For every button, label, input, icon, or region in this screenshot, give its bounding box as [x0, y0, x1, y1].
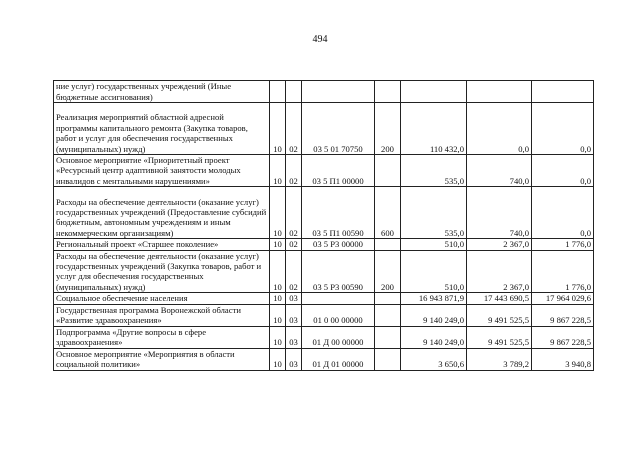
row-amount-year-1: 9 140 249,0 [401, 304, 467, 326]
row-section: 10 [270, 103, 286, 155]
row-amount-year-1: 535,0 [401, 187, 467, 239]
row-name: Социальное обеспечение населения [54, 293, 270, 304]
row-expense-type: 200 [375, 250, 401, 293]
row-amount-year-3: 0,0 [532, 103, 594, 155]
table-row [54, 155, 594, 187]
table-row [54, 187, 594, 239]
row-amount-year-3: 0,0 [532, 187, 594, 239]
row-name: Основное мероприятие «Мероприятия в области социальной политики» [54, 348, 270, 370]
row-subsection: 02 [286, 250, 302, 293]
row-target-article: 03 5 Р3 00590 [302, 250, 375, 293]
row-target-article: 01 Д 01 00000 [302, 348, 375, 370]
row-amount-year-3: 9 867 228,5 [532, 304, 594, 326]
page-number: 494 [312, 34, 328, 45]
row-expense-type [375, 155, 401, 187]
row-amount-year-2: 2 367,0 [467, 239, 532, 250]
row-expense-type: 200 [375, 103, 401, 155]
row-section: 10 [270, 293, 286, 304]
row-subsection: 02 [286, 187, 302, 239]
row-target-article [302, 293, 375, 304]
row-amount-year-3: 3 940,8 [532, 348, 594, 370]
row-amount-year-1: 510,0 [401, 250, 467, 293]
table-body [54, 81, 594, 371]
row-expense-type [375, 81, 401, 103]
row-target-article: 03 5 П1 00000 [302, 155, 375, 187]
row-subsection: 02 [286, 155, 302, 187]
row-amount-year-1: 9 140 249,0 [401, 326, 467, 348]
row-amount-year-2: 9 491 525,5 [467, 326, 532, 348]
row-section: 10 [270, 326, 286, 348]
row-name: Подпрограмма «Другие вопросы в сфере здравоохранения» [54, 326, 270, 348]
row-name: Расходы на обеспечение деятельности (оказание услуг) государственных учреждений (Закупка товаров, работ и услуг для обеспечения государственных (муниципальных) нужд) [54, 250, 270, 293]
row-section: 10 [270, 239, 286, 250]
budget-table [53, 80, 594, 371]
row-subsection: 02 [286, 103, 302, 155]
table-row [54, 304, 594, 326]
row-amount-year-3: 0,0 [532, 155, 594, 187]
row-subsection: 03 [286, 348, 302, 370]
row-expense-type [375, 326, 401, 348]
row-amount-year-2: 17 443 690,5 [467, 293, 532, 304]
table-row [54, 326, 594, 348]
row-amount-year-1: 110 432,0 [401, 103, 467, 155]
row-name: Региональный проект «Старшее поколение» [54, 239, 270, 250]
row-name: ние услуг) государственных учреждений (Иные бюджетные ассигнования) [54, 81, 270, 103]
row-amount-year-2 [467, 81, 532, 103]
row-amount-year-3: 1 776,0 [532, 250, 594, 293]
table-row [54, 348, 594, 370]
row-target-article: 03 5 П1 00590 [302, 187, 375, 239]
row-section: 10 [270, 304, 286, 326]
row-target-article [302, 81, 375, 103]
table-row [54, 81, 594, 103]
row-subsection [286, 81, 302, 103]
row-name: Расходы на обеспечение деятельности (оказание услуг) государственных учреждений (Предоставление субсидий бюджетным, автономным учреждениям и иным некоммерческим организациям) [54, 187, 270, 239]
row-section: 10 [270, 348, 286, 370]
row-amount-year-3: 1 776,0 [532, 239, 594, 250]
row-amount-year-2: 0,0 [467, 103, 532, 155]
row-amount-year-2: 9 491 525,5 [467, 304, 532, 326]
row-expense-type: 600 [375, 187, 401, 239]
row-amount-year-3: 17 964 029,6 [532, 293, 594, 304]
table-row [54, 103, 594, 155]
row-expense-type [375, 304, 401, 326]
row-target-article: 01 Д 00 00000 [302, 326, 375, 348]
row-amount-year-3 [532, 81, 594, 103]
row-subsection: 03 [286, 326, 302, 348]
row-name: Государственная программа Воронежской области «Развитие здравоохранения» [54, 304, 270, 326]
table-row [54, 293, 594, 304]
row-subsection: 02 [286, 239, 302, 250]
row-amount-year-1: 3 650,6 [401, 348, 467, 370]
row-amount-year-1 [401, 81, 467, 103]
row-target-article: 03 5 Р3 00000 [302, 239, 375, 250]
row-section [270, 81, 286, 103]
row-expense-type [375, 293, 401, 304]
row-amount-year-2: 3 789,2 [467, 348, 532, 370]
row-amount-year-2: 740,0 [467, 187, 532, 239]
row-target-article: 01 0 00 00000 [302, 304, 375, 326]
row-section: 10 [270, 187, 286, 239]
row-amount-year-2: 2 367,0 [467, 250, 532, 293]
row-amount-year-2: 740,0 [467, 155, 532, 187]
row-name: Реализация мероприятий областной адресной программы капитального ремонта (Закупка товаров, работ и услуг для обеспечения государственных (муниципальных) нужд) [54, 103, 270, 155]
row-section: 10 [270, 155, 286, 187]
row-expense-type [375, 348, 401, 370]
row-amount-year-3: 9 867 228,5 [532, 326, 594, 348]
row-amount-year-1: 510,0 [401, 239, 467, 250]
row-name: Основное мероприятие «Приоритетный проект «Ресурсный центр адаптивной занятости молодых инвалидов с ментальными нарушениями» [54, 155, 270, 187]
table-row [54, 239, 594, 250]
row-subsection: 03 [286, 304, 302, 326]
row-section: 10 [270, 250, 286, 293]
row-target-article: 03 5 01 70750 [302, 103, 375, 155]
row-subsection: 03 [286, 293, 302, 304]
row-amount-year-1: 16 943 871,9 [401, 293, 467, 304]
table-row [54, 250, 594, 293]
row-amount-year-1: 535,0 [401, 155, 467, 187]
row-expense-type [375, 239, 401, 250]
